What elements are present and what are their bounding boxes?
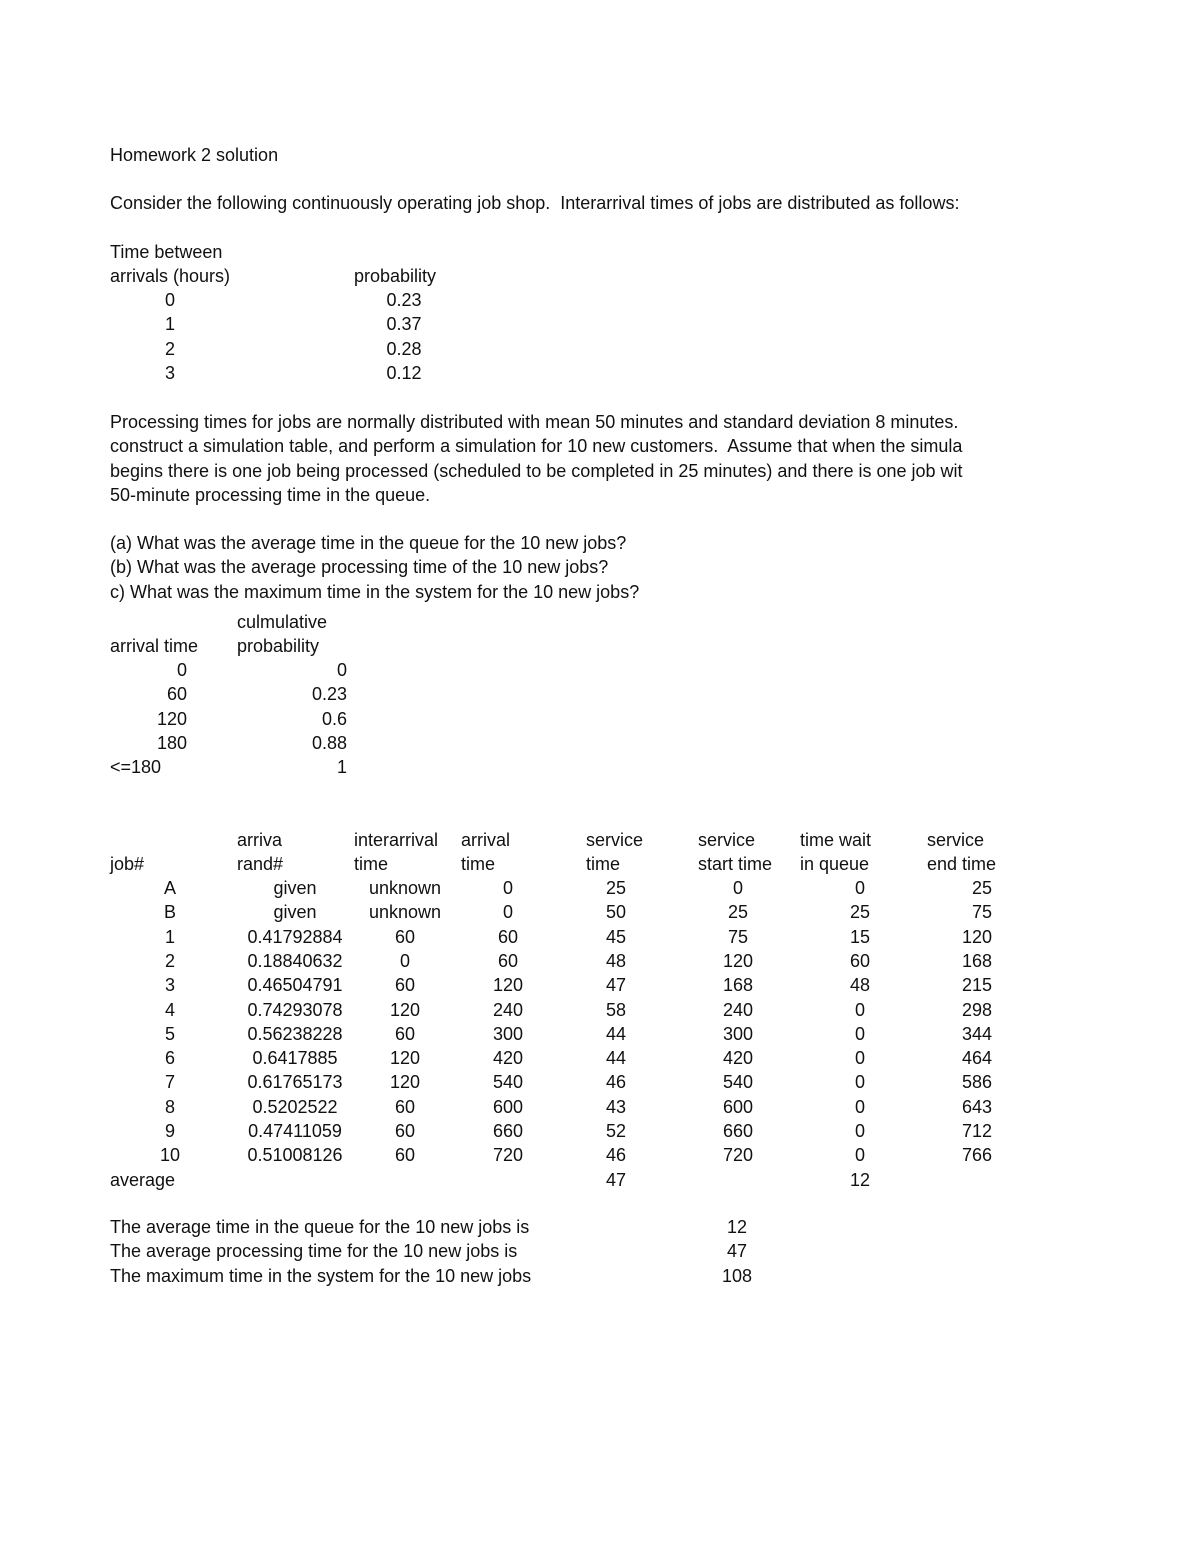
sim-cell: 298 [961,999,992,1020]
interarrival-hours-cell: 2 [164,338,175,359]
interarrival-probability-cell: 0.12 [386,362,422,383]
sim-cell: 540 [492,1072,524,1093]
sim-cell: 60 [497,926,519,947]
sim-cell: 60 [497,950,519,971]
sim-cell: 47 [605,975,627,996]
sim-cell: 540 [722,1072,754,1093]
sim-header-line2: time [354,854,389,874]
interarrival-probability-cell: 0.37 [386,314,422,335]
sim-cell: 0 [854,1145,865,1166]
sim-cell: 3 [164,975,175,996]
average-label: average [110,1169,176,1190]
cumulative-header-line1: culmulative [237,612,328,632]
interarrival-probability-cell: 0.28 [386,338,422,359]
sim-cell: 420 [722,1048,754,1069]
answer-text: The average time in the queue for the 10 new jobs is [110,1217,530,1237]
sim-cell: 7 [164,1072,175,1093]
sim-cell: 0.61765173 [247,1072,343,1093]
sim-cell: 0 [399,950,410,971]
sim-cell: 45 [605,926,627,947]
cumulative-probability-cell: 0.23 [311,684,347,705]
sim-cell: 60 [394,975,416,996]
sim-cell: 44 [605,1023,627,1044]
paragraph-line: construct a simulation table, and perform a simulation for 10 new customers. Assume that when the simula [110,436,963,457]
sim-header-line1: service [927,830,985,850]
cumulative-probability-cell: 0 [336,660,347,680]
question-line: (b) What was the average processing time of the 10 new jobs? [110,557,609,578]
cumulative-time-cell: 0 [176,660,187,680]
sim-cell: 46 [605,1145,627,1166]
question-line: c) What was the maximum time in the system for the 10 new jobs? [110,581,640,602]
sim-cell: 300 [492,1023,524,1044]
sim-cell: 50 [605,902,627,923]
cumulative-time-cell: 120 [156,708,187,729]
paragraph-line: Processing times for jobs are normally distributed with mean 50 minutes and standard deviation 8 minutes. [110,412,959,432]
sim-cell: 344 [961,1023,992,1044]
sim-header-line2: job# [110,854,145,874]
sim-cell: 600 [722,1096,754,1117]
sim-cell: 15 [849,926,871,947]
sim-header-line2: rand# [237,854,284,874]
sim-cell: 60 [394,1023,416,1044]
sim-cell: 0.5202522 [252,1096,338,1117]
answer-value: 47 [726,1241,748,1262]
sim-cell: 720 [722,1145,754,1166]
sim-cell: 0.74293078 [247,999,343,1020]
sim-cell: 25 [727,902,749,923]
cumulative-probability-cell: 1 [336,757,347,778]
sim-cell: 0 [854,878,865,898]
cumulative-probability-cell: 0.88 [311,732,347,753]
answer-text: The average processing time for the 10 new jobs is [110,1241,518,1262]
sim-header-line2: time [586,854,621,874]
sim-header-line1: arriva [237,830,283,850]
sim-cell: 712 [961,1121,992,1141]
sim-cell: 25 [849,902,871,923]
sim-cell: 720 [492,1145,524,1166]
sim-cell: 25 [605,878,627,898]
sim-cell: given [273,902,317,923]
sim-cell: 660 [492,1121,524,1141]
sim-cell: given [273,878,317,898]
sim-cell: 1 [164,926,175,947]
cumulative-time-cell: 60 [166,684,187,705]
interarrival-header-line1: Time between [110,242,223,262]
sim-cell: 215 [961,975,992,996]
sim-cell: 300 [722,1023,754,1044]
question-line: (a) What was the average time in the queue for the 10 new jobs? [110,533,627,553]
paragraph-line: 50-minute processing time in the queue. [110,484,431,505]
sim-cell: 6 [164,1048,175,1069]
sim-cell: 44 [605,1048,627,1069]
interarrival-header-line2: arrivals (hours) [110,266,231,286]
interarrival-hours-cell: 3 [164,362,175,383]
average-service-time: 47 [605,1169,627,1190]
intro-text: Consider the following continuously operating job shop. Interarrival times of jobs are distributed as follows: [110,193,960,213]
sim-cell: 75 [727,926,749,947]
sim-cell: 58 [605,999,627,1020]
sim-cell: 120 [389,1072,421,1093]
sim-cell: 464 [961,1048,992,1069]
average-wait-time: 12 [849,1169,871,1190]
interarrival-hours-cell: 1 [164,314,175,335]
sim-cell: 120 [961,926,992,947]
arrival-time-header: arrival time [110,636,199,656]
sim-cell: 766 [961,1145,992,1166]
sim-header-line2: in queue [800,854,870,874]
sim-cell: 0 [502,902,513,923]
sim-header-line1: service [586,830,644,850]
sim-cell: unknown [368,878,442,898]
sim-cell: 75 [971,902,992,923]
sim-cell: 168 [722,975,754,996]
interarrival-hours-cell: 0 [164,290,175,310]
sim-cell: 0.41792884 [247,926,343,947]
sim-header-line1: service [698,830,756,850]
sim-cell: 120 [492,975,524,996]
answer-value: 108 [721,1265,753,1286]
sim-cell: 0.18840632 [247,950,343,971]
sim-cell: A [163,878,176,898]
sim-cell: B [163,902,176,923]
sim-cell: 420 [492,1048,524,1069]
sim-cell: 60 [394,1145,416,1166]
sim-cell: 4 [164,999,175,1020]
cumulative-probability-cell: 0.6 [321,708,347,729]
sim-cell: 0 [732,878,743,898]
sim-cell: 0.51008126 [247,1145,343,1166]
sim-cell: 120 [389,1048,421,1069]
document-title: Homework 2 solution [110,145,279,165]
cumulative-header-line2: probability [237,636,320,656]
sim-cell: unknown [368,902,442,923]
sim-cell: 60 [394,926,416,947]
sim-cell: 0 [854,1023,865,1044]
sim-cell: 46 [605,1072,627,1093]
sim-cell: 48 [605,950,627,971]
paragraph-line: begins there is one job being processed (scheduled to be completed in 25 minutes) and there is one job wit [110,460,963,481]
sim-cell: 643 [961,1096,992,1117]
sim-cell: 0.56238228 [247,1023,343,1044]
probability-header: probability [354,266,437,286]
sim-cell: 8 [164,1096,175,1117]
sim-cell: 660 [722,1121,754,1141]
sim-cell: 43 [605,1096,627,1117]
sim-cell: 9 [164,1121,175,1141]
cumulative-time-cell: <=180 [110,757,162,778]
sim-header-line2: time [461,854,496,874]
sim-cell: 0 [854,1048,865,1069]
sim-header-line1: time wait [800,830,872,850]
sim-cell: 0 [854,1121,865,1141]
sim-cell: 0.6417885 [252,1048,338,1069]
answer-value: 12 [726,1217,748,1237]
sim-cell: 48 [849,975,871,996]
sim-cell: 120 [722,950,754,971]
sim-cell: 168 [961,950,992,971]
sim-cell: 52 [605,1121,627,1141]
sim-header-line1: interarrival [354,830,439,850]
sim-cell: 586 [961,1072,992,1093]
sim-cell: 5 [164,1023,175,1044]
sim-cell: 2 [164,950,175,971]
sim-cell: 0 [854,1096,865,1117]
sim-header-line2: end time [927,854,997,874]
sim-cell: 60 [849,950,871,971]
sim-header-line2: start time [698,854,773,874]
cumulative-time-cell: 180 [156,732,187,753]
answer-text: The maximum time in the system for the 10 new jobs [110,1265,532,1286]
sim-cell: 120 [389,999,421,1020]
interarrival-probability-cell: 0.23 [386,290,422,310]
sim-cell: 0.46504791 [247,975,343,996]
sim-cell: 240 [492,999,524,1020]
sim-cell: 0 [854,1072,865,1093]
sim-cell: 60 [394,1096,416,1117]
sim-cell: 240 [722,999,754,1020]
sim-cell: 25 [971,878,992,898]
sim-header-line1: arrival [461,830,511,850]
sim-cell: 60 [394,1121,416,1141]
sim-cell: 10 [159,1145,181,1166]
sim-cell: 0.47411059 [248,1121,342,1141]
sim-cell: 600 [492,1096,524,1117]
sim-cell: 0 [502,878,513,898]
sim-cell: 0 [854,999,865,1020]
